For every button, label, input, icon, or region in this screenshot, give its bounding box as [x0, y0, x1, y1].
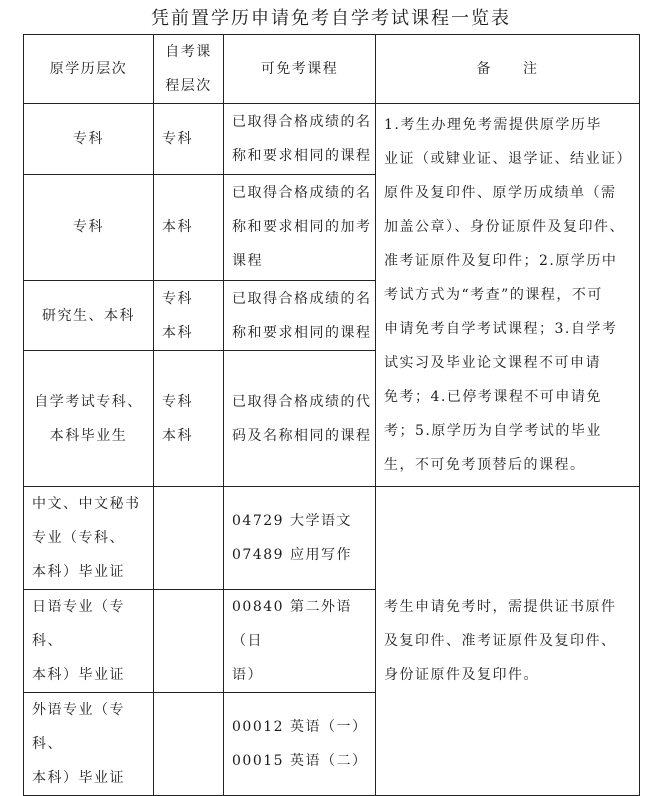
remark-line: 加盖公章）、身份证原件及复印件、: [384, 219, 625, 235]
cell-line: 语）: [232, 667, 263, 683]
page-title: 凭前置学历申请免考自学考试课程一览表: [151, 8, 511, 29]
cell-line: 本科）毕业证: [32, 667, 125, 683]
header-exam-level-line: 自考课: [165, 44, 212, 60]
remark-line: 准考证原件及复印件；2.原学历中: [384, 253, 618, 269]
cell-line: 已取得合格成绩的代: [232, 393, 372, 410]
cell-exam-level: 本科: [154, 174, 224, 280]
remark-line: 免考；4.已停考课程不可申请免: [384, 389, 602, 405]
cell-line: 自学考试专科、: [34, 393, 143, 410]
cell-line: 码及名称相同的课程: [232, 427, 372, 444]
cell-line: 专业（专科、: [32, 530, 125, 546]
cell-line: 00840 第二外语（日: [232, 599, 352, 649]
remark-line: 及复印件、准考证原件及复印件、: [384, 633, 617, 649]
cell-line: 课程: [232, 253, 263, 270]
cell-exempt-courses: [224, 280, 376, 351]
cell-line: 已取得合格成绩的名: [232, 113, 372, 130]
cell-remarks-certificate: [376, 487, 640, 796]
remark-line: 试实习及毕业论文课程不可申请: [384, 355, 601, 371]
cell-line: 专科: [162, 290, 193, 307]
cell-line: 已取得合格成绩的名: [232, 185, 372, 202]
remark-line: 申请免考自学考试课程；3.自学考: [384, 321, 618, 337]
remark-line: 考生申请免考时，需提供证书原件: [384, 599, 617, 615]
cell-line: 本科: [162, 324, 193, 341]
remark-line: 考；5.原学历为自学考试的毕业: [384, 423, 602, 439]
cell-exam-level: [154, 487, 224, 590]
cell-line: 00015 英语（二）: [232, 753, 368, 769]
header-remarks: 备 注: [376, 35, 640, 104]
cell-exempt-courses: [224, 174, 376, 280]
remark-line: 生，不可免考顶替后的课程。: [384, 457, 586, 473]
cell-line: 称和要求相同的课程: [232, 324, 372, 341]
cell-line: 称和要求相同的加考: [232, 219, 372, 236]
cell-line: 本科毕业生: [49, 427, 128, 444]
remark-line: 1.考生办理免考需提供原学历毕: [384, 117, 602, 133]
cell-line: 本科）毕业证: [32, 770, 125, 786]
cell-exempt-courses: [224, 104, 376, 175]
header-exam-level-line: 程层次: [165, 78, 212, 94]
cell-exam-level: [154, 693, 224, 796]
remark-line: 身份证原件及复印件。: [384, 667, 539, 683]
header-exempt-courses: 可免考课程: [224, 35, 376, 104]
cell-line: 00012 英语（一）: [232, 719, 368, 735]
cell-line: 称和要求相同的课程: [232, 147, 372, 164]
cell-line: 已取得合格成绩的名: [232, 290, 372, 307]
cell-exam-level: [154, 351, 224, 487]
cell-line: 专科: [162, 393, 193, 410]
cell-remarks-general: [376, 104, 640, 487]
cell-original-level: [24, 590, 154, 693]
cell-exam-level: [154, 280, 224, 351]
cell-exempt-courses: [224, 693, 376, 796]
cell-exempt-courses: [224, 487, 376, 590]
cell-original-level: [24, 487, 154, 590]
table-header-row: [24, 35, 640, 104]
cell-line: 外语专业（专科、: [32, 702, 125, 752]
remark-line: 原件及复印件、原学历成绩单（需: [384, 185, 617, 201]
cell-line: 中文、中文秘书: [32, 496, 141, 512]
exemption-table: [23, 34, 640, 796]
cell-original-level: 专科: [24, 104, 154, 175]
cell-line: 本科: [162, 427, 193, 444]
cell-exam-level: [154, 590, 224, 693]
header-exam-level: [154, 35, 224, 104]
cell-original-level: [24, 693, 154, 796]
remark-line: 考试方式为“考查”的课程，不可: [384, 287, 603, 303]
cell-line: 04729 大学语文: [232, 513, 352, 529]
table-row: [24, 487, 640, 590]
table-row: [24, 104, 640, 175]
cell-line: 日语专业（专科、: [32, 599, 125, 649]
cell-line: 07489 应用写作: [232, 547, 352, 563]
cell-line: 本科）毕业证: [32, 564, 125, 580]
cell-exempt-courses: [224, 351, 376, 487]
cell-exempt-courses: [224, 590, 376, 693]
cell-original-level: 专科: [24, 174, 154, 280]
cell-original-level: [24, 351, 154, 487]
cell-exam-level: 专科: [154, 104, 224, 175]
cell-original-level: 研究生、本科: [24, 280, 154, 351]
header-original-level: 原学历层次: [24, 35, 154, 104]
remark-line: 业证（或肄业证、退学证、结业证）: [384, 151, 632, 167]
